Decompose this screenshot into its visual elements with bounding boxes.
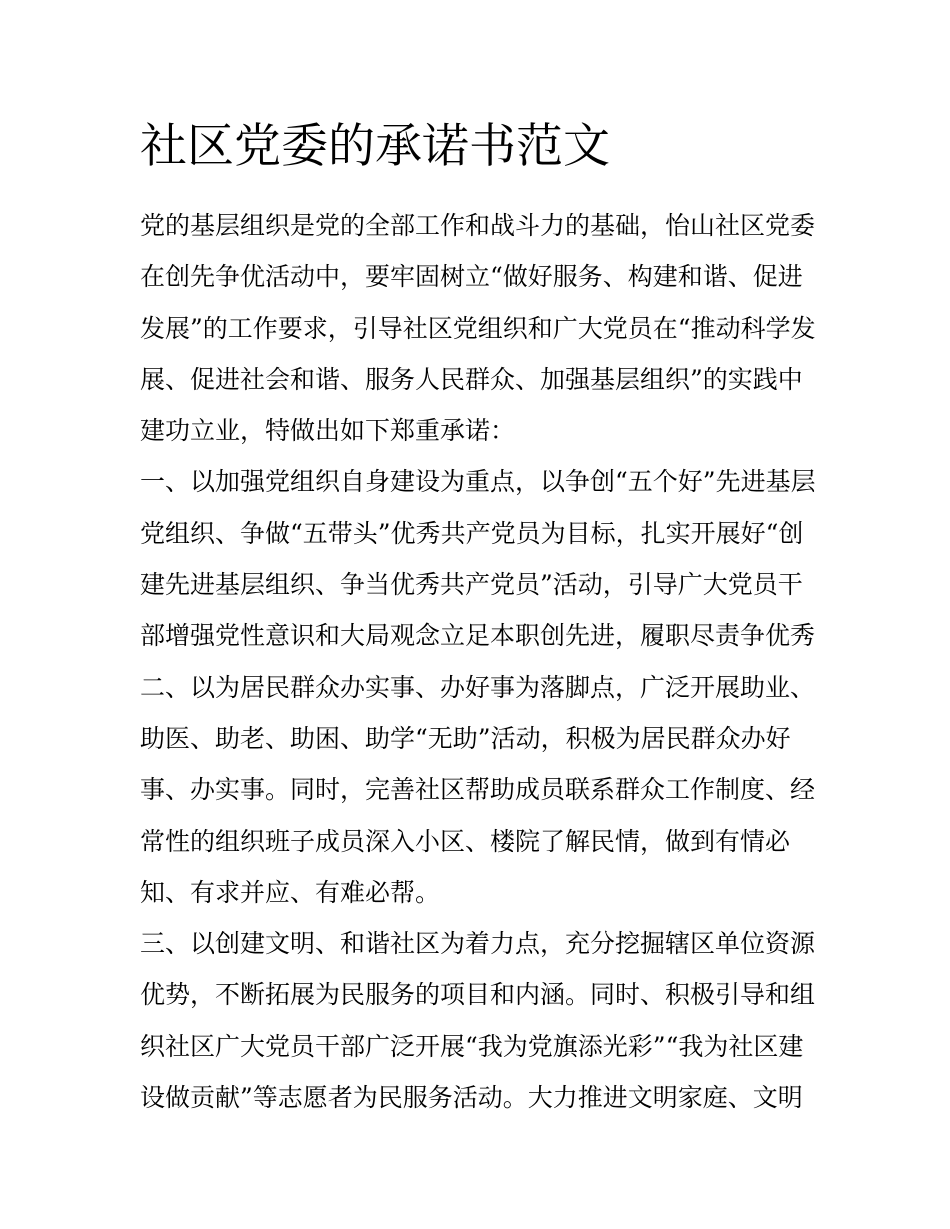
text-line: 助医、助老、助困、助学“无助”活动，积极为居民群众办好 xyxy=(140,723,791,753)
text-line: 三、以创建文明、和谐社区为着力点，充分挖掘辖区单位资源 xyxy=(140,929,816,959)
text-line: 常性的组织班子成员深入小区、楼院了解民情，做到有情必 xyxy=(140,826,791,856)
text-line: 发展”的工作要求，引导社区党组织和广大党员在“推动科学发 xyxy=(140,313,816,343)
document-body xyxy=(140,200,820,1123)
text-line: 设做贡献”等志愿者为民服务活动。大力推进文明家庭、文明 xyxy=(140,1083,803,1113)
text-line: 党组织、争做“五带头”优秀共产党员为目标，扎实开展好“创 xyxy=(140,518,804,548)
text-line: 一、以加强党组织自身建设为重点，以争创“五个好”先进基层 xyxy=(140,467,816,497)
text-line: 部增强党性意识和大局观念立足本职创先进，履职尽责争优秀 xyxy=(140,621,816,651)
text-line: 知、有求并应、有难必帮。 xyxy=(140,877,441,907)
text-line: 二、以为居民群众办实事、办好事为落脚点，广泛开展助业、 xyxy=(140,672,816,702)
text-line: 建先进基层组织、争当优秀共产党员”活动，引导广大党员干 xyxy=(140,570,803,600)
text-line: 党的基层组织是党的全部工作和战斗力的基础，怡山社区党委 xyxy=(140,211,816,240)
text-line: 在创先争优活动中，要牢固树立“做好服务、构建和谐、促进 xyxy=(140,262,803,292)
text-line: 事、办实事。同时，完善社区帮助成员联系群众工作制度、经 xyxy=(140,775,816,805)
text-line: 建功立业，特做出如下郑重承诺： xyxy=(140,416,516,446)
document-title: 社区党委的承诺书范文 xyxy=(140,119,610,174)
text-line: 展、促进社会和谐、服务人民群众、加强基层组织”的实践中 xyxy=(140,364,803,394)
text-line: 织社区广大党员干部广泛开展“我为党旗添光彩”“我为社区建 xyxy=(140,1031,804,1061)
text-line: 优势，不断拓展为民服务的项目和内涵。同时、积极引导和组 xyxy=(140,980,816,1010)
